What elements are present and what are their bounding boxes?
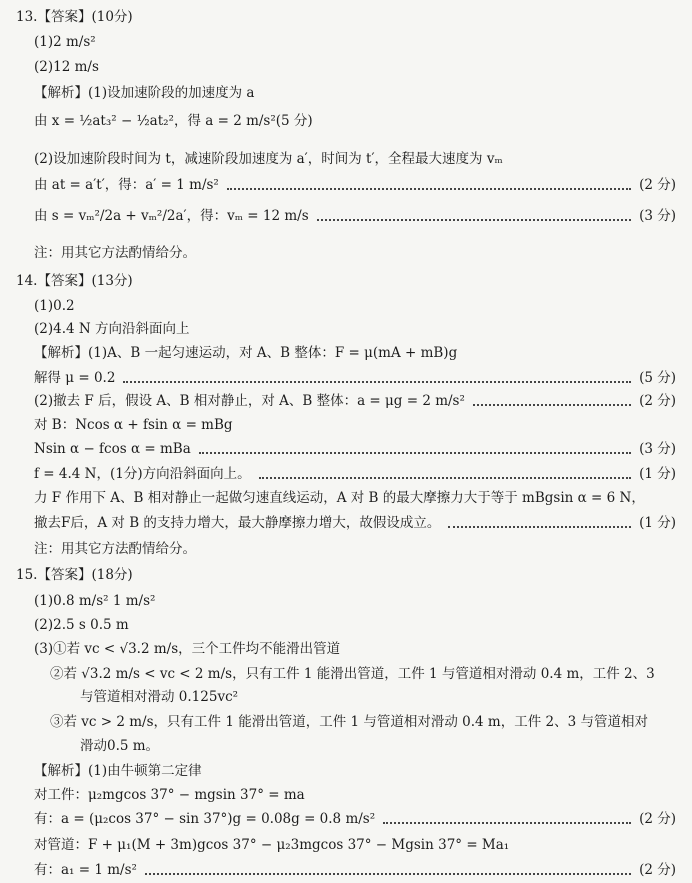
line-text: (2)4.4 N 方向沿斜面向上 [34, 321, 190, 337]
line-text: 13.【答案】(10分) [16, 9, 133, 25]
text-line [34, 369, 676, 387]
text-line [34, 392, 676, 410]
line-text: 与管道相对滑动 0.125vc² [80, 689, 239, 705]
text-line [34, 592, 676, 610]
text-line [34, 176, 676, 194]
text-line [34, 861, 676, 879]
text-line [34, 207, 676, 225]
score-label: (2 分) [639, 393, 676, 409]
line-text: 由 at = a′t′，得：a′ = 1 m/s² [34, 177, 219, 193]
line-text: 【解析】(1)A、B 一起匀速运动，对 A、B 整体：F = μ(mA + mB)g [34, 345, 458, 361]
text-line [34, 150, 676, 168]
line-text: 滑动0.5 m。 [80, 738, 160, 754]
text-line [34, 344, 676, 362]
line-text: 有：a = (μ₂cos 37° − sin 37°)g = 0.08g = 0.8 m/s² [34, 811, 376, 827]
text-line [34, 762, 676, 780]
text-line [34, 810, 676, 828]
line-text: 对 B：Ncos α + fsin α = mBg [34, 417, 233, 433]
line-text: (1)0.8 m/s² 1 m/s² [34, 593, 156, 609]
text-line [34, 465, 676, 483]
line-text: 对工件：μ₂mgcos 37° − mgsin 37° = ma [34, 787, 305, 803]
line-text: ③若 vc > 2 m/s，只有工件 1 能滑出管道，工件 1 与管道相对滑动 0.4 m，工件 2、3 与管道相对 [50, 714, 648, 730]
dot-leader [448, 526, 631, 528]
text-line [34, 786, 676, 804]
line-text: 由 x = ½at₃² − ½at₂²，得 a = 2 m/s²(5 分) [34, 113, 313, 129]
line-text: 对管道：F + μ₁(M + 3m)gcos 37° − μ₂3mgcos 37° − Mgsin 37° = Ma₁ [34, 837, 510, 853]
text-line [50, 713, 676, 731]
text-line [34, 416, 676, 434]
text-line [34, 33, 676, 51]
line-text: (2)设加速阶段时间为 t，减速阶段加速度为 a′，时间为 t′，全程最大速度为 vₘ [34, 151, 503, 167]
line-text: ②若 √3.2 m/s < vc < 2 m/s，只有工件 1 能滑出管道，工件 1 与管道相对滑动 0.4 m，工件 2、3 [50, 666, 655, 682]
line-text: 14.【答案】(13分) [16, 273, 133, 289]
score-label: (1 分) [639, 515, 676, 531]
text-line [34, 489, 676, 507]
text-line [34, 440, 676, 458]
score-label: (2 分) [639, 811, 676, 827]
text-line [34, 58, 676, 76]
line-text: 力 F 作用下 A、B 相对静止一起做匀速直线运动，A 对 B 的最大摩擦力大于等于 mBgsin α = 6 N， [34, 490, 645, 506]
line-text: Nsin α − fcos α = mBa [34, 441, 191, 457]
dot-leader [199, 452, 631, 454]
text-line [16, 272, 676, 290]
line-text: (2)12 m/s [34, 59, 99, 75]
text-line [80, 737, 676, 755]
line-text: 由 s = vₘ²/2a + vₘ²/2a′，得：vₘ = 12 m/s [34, 208, 309, 224]
dot-leader [259, 477, 631, 479]
text-line [34, 540, 676, 558]
score-label: (3 分) [639, 208, 676, 224]
text-line [34, 514, 676, 532]
score-label: (1 分) [639, 466, 676, 482]
line-text: 有：a₁ = 1 m/s² [34, 862, 137, 878]
text-line [34, 320, 676, 338]
text-line [34, 112, 676, 130]
text-line [34, 616, 676, 634]
dot-leader [145, 873, 631, 875]
text-line [16, 8, 676, 26]
text-line [34, 836, 676, 854]
text-line [34, 84, 676, 102]
score-label: (2 分) [639, 862, 676, 878]
line-text: 【解析】(1)设加速阶段的加速度为 a [34, 85, 255, 101]
dot-leader [227, 188, 631, 190]
score-label: (2 分) [639, 177, 676, 193]
text-line [50, 665, 676, 683]
line-text: 注：用其它方法酌情给分。 [34, 245, 196, 261]
text-line [80, 688, 676, 706]
line-text: (2)2.5 s 0.5 m [34, 617, 129, 633]
dot-leader [317, 219, 631, 221]
line-text: (2)撤去 F 后，假设 A、B 相对静止，对 A、B 整体：a = μg = 2 m/s² [34, 393, 465, 409]
text-line [34, 640, 676, 658]
line-text: 15.【答案】(18分) [16, 567, 133, 583]
line-text: 撤去F后，A 对 B 的支持力增大，最大静摩擦力增大，故假设成立。 [34, 515, 441, 531]
text-line [34, 297, 676, 315]
line-text: f = 4.4 N，(1分)方向沿斜面向上。 [34, 466, 251, 482]
line-text: (1)0.2 [34, 298, 75, 314]
line-text: 解得 μ = 0.2 [34, 370, 116, 386]
line-text: 注：用其它方法酌情给分。 [34, 541, 196, 557]
line-text: (1)2 m/s² [34, 34, 96, 50]
score-label: (5 分) [639, 370, 676, 386]
dot-leader [383, 822, 631, 824]
dot-leader [123, 381, 631, 383]
line-text: (3)①若 vc < √3.2 m/s，三个工件均不能滑出管道 [34, 641, 341, 657]
score-label: (3 分) [639, 441, 676, 457]
line-text: 【解析】(1)由牛顿第二定律 [34, 763, 202, 779]
dot-leader [473, 404, 631, 406]
text-line [16, 566, 676, 584]
text-line [34, 244, 676, 262]
